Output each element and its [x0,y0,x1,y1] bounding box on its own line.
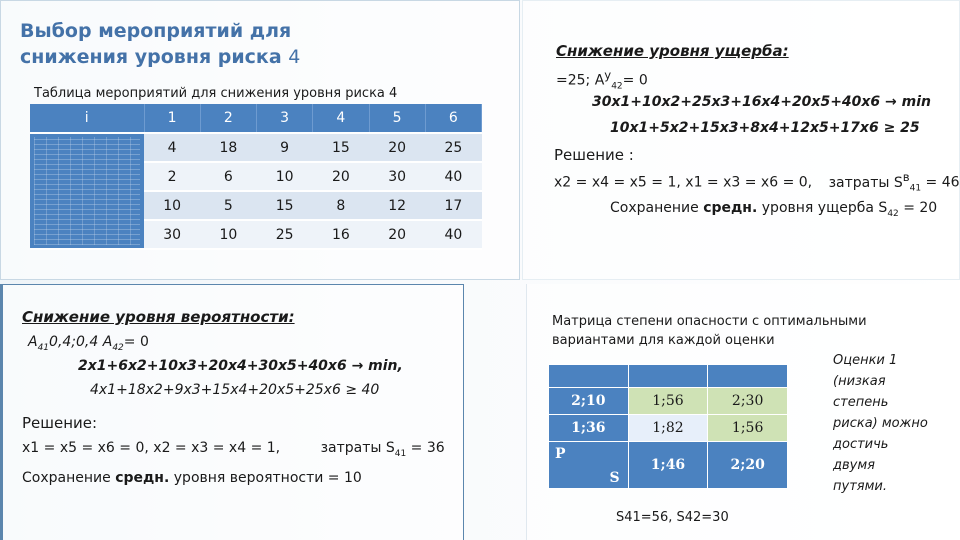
table-cell: 20 [369,133,425,162]
header-cell: 2 [200,104,256,133]
table-cell: 20 [369,220,425,249]
probability-saving: Сохранение средн. уровня вероятности = 10 [22,470,362,486]
table-cell: 5 [200,191,256,220]
table-cell: 25 [425,133,481,162]
matrix-ps-cell: P S [549,442,629,489]
table-cell: 10 [257,162,313,191]
estimate-note: Оценки 1 (низкая степень риска) можно достичь двумя путями. [833,353,928,494]
table-cell: 15 [257,191,313,220]
table-cell: 2 [144,162,200,191]
header-cell: 5 [369,104,425,133]
probability-constraint: 4x1+18x2+9x3+15x4+20x5+25x6 ≥ 40 [90,382,380,398]
table-cell: 16 [313,220,369,249]
table-cell: 10 [144,191,200,220]
table-cell: 6 [200,162,256,191]
matrix-row [549,388,788,415]
matrix-result: S41=56, S42=30 [616,510,729,525]
table-caption: Таблица мероприятий для снижения уровня риска 4 [34,86,398,101]
table-cell: 40 [425,220,481,249]
damage-condition: =25; $A^у_{42}= 0$ [556,68,648,92]
table-cell: 8 [313,191,369,220]
matrix-cell: 1;46 [628,442,708,489]
matrix-caption: Матрица степени опасности с оптимальными вариантами для каждой оценки [552,314,867,348]
damage-solution: x2 = x4 = x5 = 1, x1 = x3 = x6 = 0, затраты $S^в_{41} = 46$ [554,170,960,194]
table-cell: 4 [144,133,200,162]
table-cell: 25 [257,220,313,249]
matrix-cell: 1;36 [549,415,629,442]
table-cell: 12 [369,191,425,220]
slide-title [20,18,320,70]
damage-constraint: 10x1+5x2+15x3+8x4+12x5+17x6 ≥ 25 [610,120,920,136]
probability-condition: $A_{41}0,4;0,4$ $A_{42}= 0$ [28,334,149,353]
header-cell: 6 [425,104,481,133]
probability-solution: x1 = x5 = x6 = 0, x2 = x3 = x4 = 1, затраты $S_{41} = 36$ [22,440,445,459]
table-cell: 30 [369,162,425,191]
damage-solution-label: Решение : [554,146,634,164]
table-row [30,133,482,162]
header-cell: i [30,104,144,133]
measures-table [30,104,482,250]
table-header-row [30,104,482,133]
table-cell: 18 [200,133,256,162]
table-cell: 9 [257,133,313,162]
table-cell: 30 [144,220,200,249]
damage-objective: 30x1+10x2+25x3+16x4+20x5+40x6 → min [592,94,932,110]
damage-saving: Сохранение средн. уровня ущерба $S_{42} = 20$ [610,200,938,219]
damage-heading: Снижение уровня ущерба: [556,42,789,60]
matrix-cell: 2;20 [708,442,788,489]
table-cell: 15 [313,133,369,162]
embedded-table-thumbnail [30,133,144,249]
header-cell: 4 [313,104,369,133]
header-cell: 1 [144,104,200,133]
matrix-cell: 2;30 [708,388,788,415]
title-line2: снижения уровня риска [20,46,282,68]
table-cell: 17 [425,191,481,220]
title-line1: Выбор мероприятий для [20,20,292,42]
table-cell: 40 [425,162,481,191]
probability-solution-label: Решение: [22,414,98,432]
title-risk-number: 4 [288,46,301,68]
matrix-row [549,442,788,489]
matrix-cell: 1;56 [708,415,788,442]
danger-matrix-table [548,364,788,489]
table-cell: 10 [200,220,256,249]
matrix-cell: 1;56 [628,388,708,415]
matrix-header-row [549,365,788,388]
table-cell: 20 [313,162,369,191]
matrix-cell: 1;82 [628,415,708,442]
header-cell: 3 [257,104,313,133]
probability-objective: 2x1+6x2+10x3+20x4+30x5+40x6 → min, [78,358,403,374]
matrix-row [549,415,788,442]
matrix-cell: 2;10 [549,388,629,415]
probability-heading: Снижение уровня вероятности: [22,308,295,326]
